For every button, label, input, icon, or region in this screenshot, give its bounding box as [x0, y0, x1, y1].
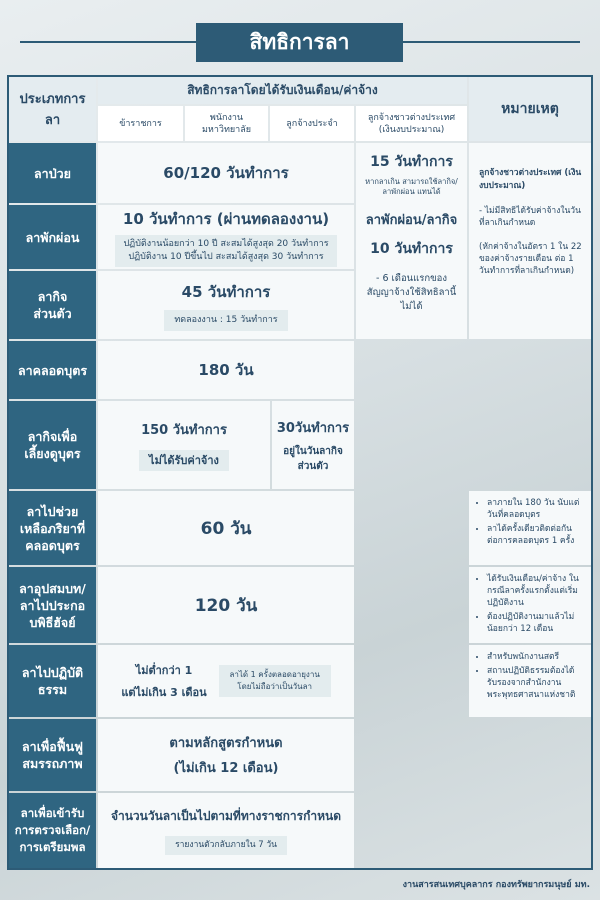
foreign-value-2: ลาพักผ่อน/ลากิจ: [365, 213, 458, 228]
foreign-value-3: 10 วันทำการ: [370, 241, 453, 257]
cell-ordination: [98, 567, 354, 643]
remarks-foreign-title: ลูกจ้างชาวต่างประเทศ (เงินงบประมาณ): [479, 168, 582, 191]
cell-maternity: [98, 341, 354, 399]
dharma-detail: ลาได้ 1 ครั้งตลอดอายุงาน โดยไม่ถือว่าเป็นวันลา: [219, 665, 331, 697]
label-childcare: ลากิจเพื่อเลี้ยงดูบุตร: [9, 401, 96, 489]
page-title: สิทธิการลา: [196, 23, 403, 62]
remarks-foreign: [469, 143, 591, 339]
ordination-value: 120 วัน: [194, 595, 258, 616]
cell-childcare: [98, 401, 270, 489]
military-value: จำนวนวันลาเป็นไปตามที่ทางราชการกำหนด: [110, 808, 342, 823]
cell-paternity: [98, 491, 354, 565]
remarks-ordination-1: • ได้รับเงินเดือน/ค่าจ้าง ในกรณีลาครั้งแรกตั้งแต่เริ่มปฏิบัติงาน: [487, 573, 585, 609]
military-detail: รายงานตัวกลับภายใน 7 วัน: [165, 836, 287, 855]
header-type: ประเภทการลา: [9, 77, 96, 141]
foreign-detail-1: หากลาเกิน สามารถใช้ลากิจ/ลาพักผ่อน แทนได้: [365, 177, 458, 196]
label-vacation: ลาพักผ่อน: [9, 205, 96, 269]
vacation-value: 10 วันทำการ (ผ่านทดลองงาน): [122, 210, 330, 228]
remarks-ordination-2: • ต้องปฏิบัติงานมาแล้วไม่น้อยกว่า 12 เดือน: [487, 611, 585, 635]
personal-detail: ทดลองงาน : 15 วันทำการ: [164, 310, 287, 331]
vacation-detail-2: ปฏิบัติงาน 10 ปีขึ้นไป สะสมได้สูงสุด 30 วันทำการ: [128, 252, 324, 262]
remarks-foreign-1: - ไม่มีสิทธิได้รับค่าจ้างในวันที่ลาเกินกำหนด: [479, 206, 581, 228]
header-sub-civil: ข้าราชการ: [98, 106, 183, 141]
dharma-value-1: ไม่ต่ำกว่า 1: [135, 664, 193, 677]
cell-childcare-2: [272, 401, 354, 489]
remarks-dharma-1: • สำหรับพนักงานสตรี: [487, 651, 585, 663]
sick-value: 60/120 วันทำการ: [163, 164, 289, 182]
remarks-foreign-2: (หักค่าจ้างในอัตรา 1 ใน 22 ของค่าจ้างรายเดือน ต่อ 1 วันทำการที่ลาเกินกำหนด): [479, 242, 582, 276]
remarks-ordination: [469, 567, 591, 643]
remarks-dharma-2: • สถานปฏิบัติธรรมต้องได้รับรองจากสำนักงานพระพุทธศาสนาแห่งชาติ: [487, 665, 585, 701]
remarks-paternity-1: • ลาภายใน 180 วัน นับแต่วันที่คลอดบุตร: [487, 497, 585, 521]
personal-value: 45 วันทำการ: [181, 282, 271, 301]
vacation-detail-1: ปฏิบัติงานน้อยกว่า 10 ปี สะสมได้สูงสุด 20 วันทำการ: [123, 239, 329, 249]
cell-foreign: [356, 143, 467, 339]
label-personal: ลากิจส่วนตัว: [9, 271, 96, 339]
label-ordination: ลาอุปสมบท/ลาไปประกอบพิธีฮัจย์: [9, 567, 96, 643]
label-rehab: ลาเพื่อฟื้นฟูสมรรถภาพ: [9, 719, 96, 791]
footer-credit: งานสารสนเทศบุคลากร กองทรัพยากรมนุษย์ มท.: [402, 880, 590, 890]
foreign-value-1: 15 วันทำการ: [370, 154, 453, 170]
vacation-detail-box: [115, 235, 336, 267]
childcare-detail: ไม่ได้รับค่าจ้าง: [139, 450, 229, 471]
label-sick: ลาป่วย: [9, 143, 96, 203]
cell-personal: [98, 271, 354, 339]
header-sub-univ: พนักงานมหาวิทยาลัย: [185, 106, 268, 141]
header-sub-foreign: ลูกจ้างชาวต่างประเทศ (เงินงบประมาณ): [356, 106, 467, 141]
dharma-value-2: แต่ไม่เกิน 3 เดือน: [121, 686, 207, 699]
remarks-paternity: [469, 491, 591, 565]
title-line-right: [403, 41, 580, 43]
cell-dharma: [98, 645, 354, 717]
label-maternity: ลาคลอดบุตร: [9, 341, 96, 399]
maternity-value: 180 วัน: [198, 361, 254, 379]
paternity-value: 60 วัน: [200, 518, 252, 539]
rehab-value-2: (ไม่เกิน 12 เดือน): [173, 761, 279, 776]
dharma-value-group: [121, 661, 206, 701]
label-paternity: ลาไปช่วยเหลือภริยาที่คลอดบุตร: [9, 491, 96, 565]
cell-rehab: [98, 719, 354, 791]
foreign-detail-2: - 6 เดือนแรกของสัญญาจ้างใช้สิทธิลานี้ไม่ได้: [366, 273, 457, 312]
remarks-paternity-2: • ลาได้ครั้งเดียวติดต่อกัน ต่อการคลอดบุตร 1 ครั้ง: [487, 523, 585, 547]
header-remarks: หมายเหตุ: [469, 77, 591, 141]
cell-vacation: [98, 205, 354, 269]
childcare-value-2: 30วันทำการ: [276, 420, 350, 436]
header-sub-perm: ลูกจ้างประจำ: [270, 106, 354, 141]
label-dharma: ลาไปปฏิบัติธรรม: [9, 645, 96, 717]
childcare-value: 150 วันทำการ: [141, 423, 227, 438]
label-military: ลาเพื่อเข้ารับการตรวจเลือก/การเตรียมพล: [9, 793, 96, 868]
remarks-dharma: [469, 645, 591, 717]
title-line-left: [20, 41, 196, 43]
header-rights: สิทธิการลาโดยได้รับเงินเดือน/ค่าจ้าง: [98, 77, 467, 104]
cell-sick: [98, 143, 354, 203]
rehab-value-1: ตามหลักสูตรกำหนด: [169, 736, 283, 751]
childcare-detail-2: อยู่ในวันลากิจส่วนตัว: [283, 445, 343, 472]
cell-military: [98, 793, 354, 868]
